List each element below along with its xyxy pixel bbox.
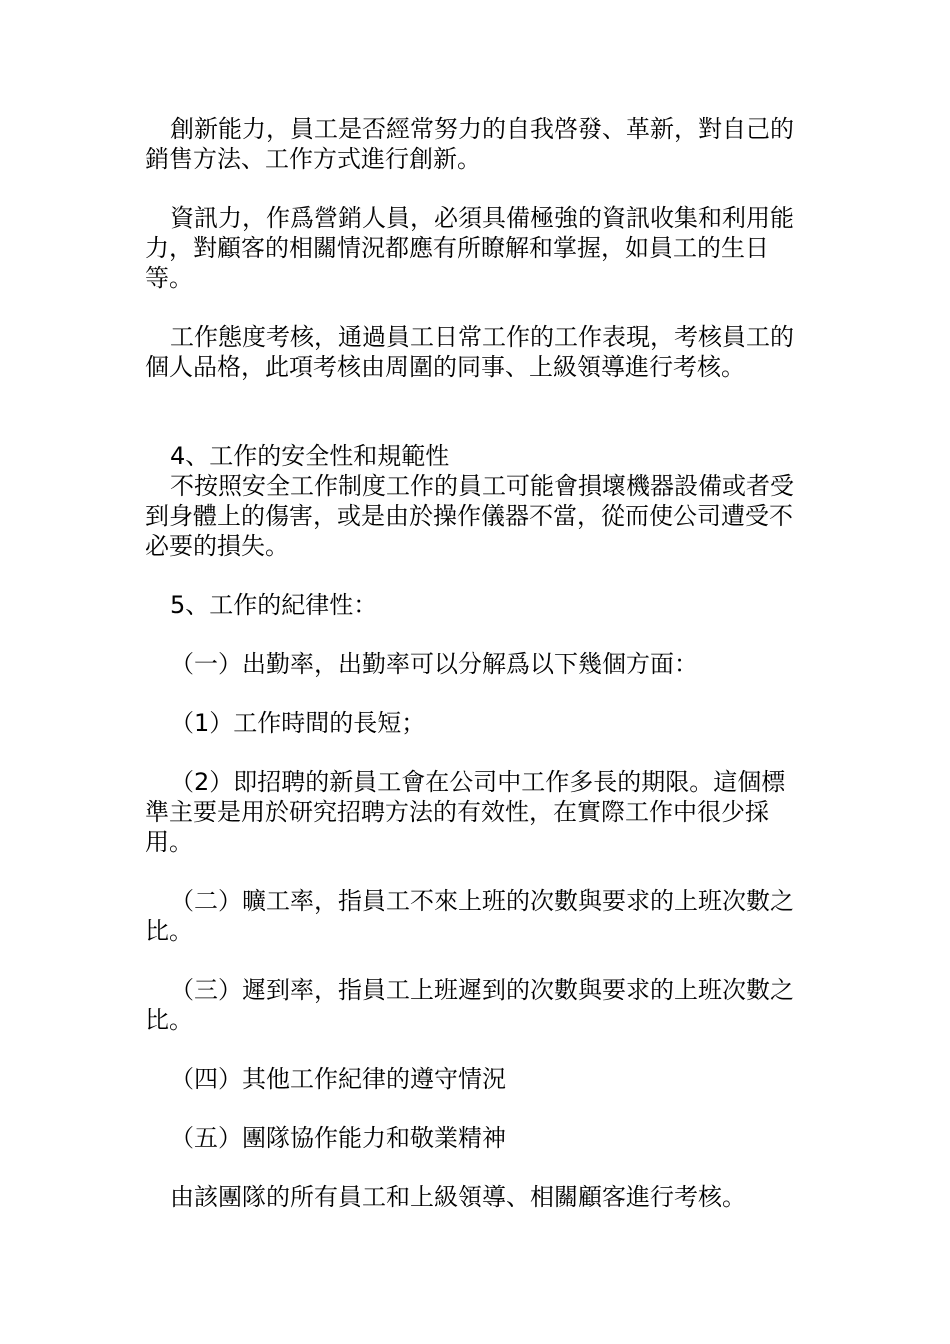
- paragraph-attendance: （一）出勤率，出勤率可以分解爲以下幾個方面：: [170, 650, 698, 678]
- paragraph-lateness: （三）遲到率，指員工上班遲到的次數與要求的上班次數之比。: [145, 976, 794, 1034]
- paragraph-information: 資訊力，作爲營銷人員，必須具備極強的資訊收集和利用能力，對顧客的相關情況都應有所瞭解和掌握，如員工的生日等。: [145, 204, 794, 292]
- heading-safety: 4、工作的安全性和規範性: [170, 442, 450, 470]
- paragraph-work-hours: （1）工作時間的長短；: [170, 709, 426, 737]
- paragraph-other-discipline: （四）其他工作紀律的遵守情況: [170, 1065, 506, 1093]
- paragraph-absenteeism: （二）曠工率，指員工不來上班的次數與要求的上班次數之比。: [145, 887, 794, 945]
- paragraph-safety: 不按照安全工作制度工作的員工可能會損壞機器設備或者受到身體上的傷害，或是由於操作儀器不當，從而使公司遭受不必要的損失。: [145, 472, 794, 560]
- heading-discipline: 5、工作的紀律性：: [170, 591, 378, 619]
- paragraph-teamwork: （五）團隊協作能力和敬業精神: [170, 1124, 506, 1152]
- paragraph-work-attitude: 工作態度考核，通過員工日常工作的工作表現，考核員工的個人品格，此項考核由周圍的同事、上級領導進行考核。: [145, 323, 794, 381]
- paragraph-innovation: 創新能力，員工是否經常努力的自我啓發、革新，對自己的銷售方法、工作方式進行創新。: [145, 115, 794, 173]
- paragraph-tenure: （2）即招聘的新員工會在公司中工作多長的期限。這個標準主要是用於研究招聘方法的有效性，在實際工作中很少採用。: [145, 768, 786, 856]
- paragraph-team-assessment: 由該團隊的所有員工和上級領導、相關顧客進行考核。: [170, 1183, 746, 1211]
